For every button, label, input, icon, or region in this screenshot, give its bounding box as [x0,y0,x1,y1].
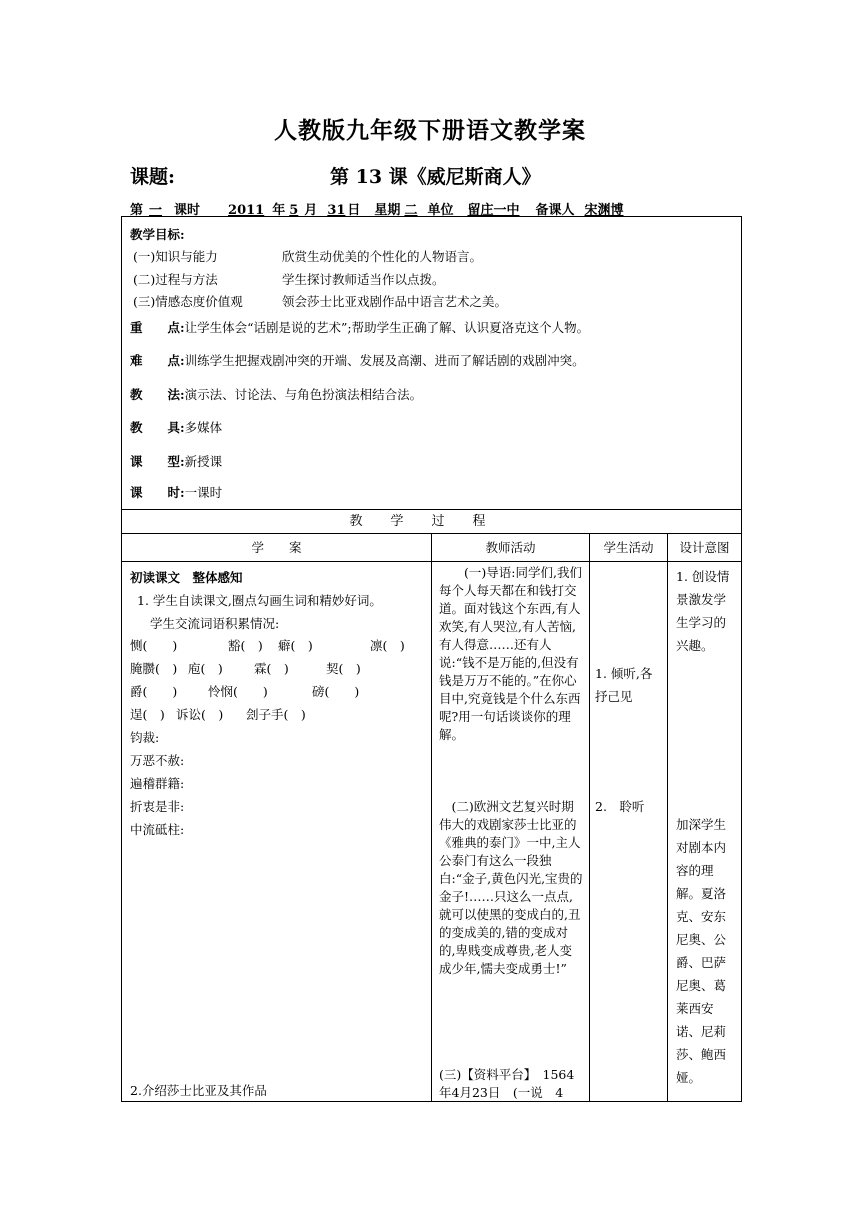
term-item: 遍稽群籍: [130,776,185,791]
subject-label: 课题: [130,166,176,188]
tools-label: 教 具: [130,420,185,435]
vocab-item: 腌臜( ) [130,661,178,676]
objective-text-2: 学生探讨教师适当作以点拨。 [282,272,445,287]
design-intent-1: 1. 创设情景激发学生学习的兴趣。 [676,569,730,653]
info-di: 第 [130,203,144,218]
term-item: 折衷是非: [130,799,185,814]
plan-section-title: 初读课文 整体感知 [130,570,243,585]
info-school: 留庄一中 [467,203,520,218]
vocab-item: 庖( ) [188,661,223,676]
info-day: 31 [327,203,346,218]
period-count-label: 课 时: [130,485,185,500]
objective-text-3: 领会莎士比亚戏剧作品中语言艺术之美。 [282,294,508,309]
vocab-item: 刽子手( ) [246,707,306,722]
header-row-divider [121,561,742,562]
plan-step-1b: 学生交流词语积累情况: [150,616,280,631]
objective-label-3: (三)情感态度价值观 [133,294,243,309]
method-label: 教 法: [130,387,185,402]
vocab-item: 豁( ) [228,638,263,653]
vocab-item: 恻( ) [130,638,178,653]
column-header-design: 设计意图 [679,540,730,555]
student-activity-1: 1. 倾听,各抒己见 [595,666,653,704]
teacher-activity-3: (三)【资料平台】 1564年4月23日 (一说 4 [439,1067,575,1100]
objective-text-1: 欣赏生动优美的个性化的人物语言。 [282,249,483,264]
plan-step-2: 2.介绍莎士比亚及其作品 [130,1083,267,1098]
table-border-left [121,533,122,1102]
tools-text: 多媒体 [184,420,223,435]
column-divider-1 [431,533,432,1102]
column-header-teacher: 教师活动 [485,540,536,555]
key-point-row [130,318,589,336]
info-nian: 年 [272,203,286,218]
vocab-item: 磅( ) [312,684,360,699]
key-point-label: 重 点: [130,320,185,335]
lesson-type-row [130,452,222,470]
column-header-student: 学生活动 [603,540,654,555]
difficulty-row [130,351,585,369]
info-danwei: 单位 [427,203,454,218]
teacher-activity-1: (一)导语:同学们,我们每个人每天都在和钱打交道。面对钱这个东西,有人欢笑,有人哭泣,有人苦恼,有人得意……还有人说:“钱不是万能的,但没有钱是万万不能的。”在你心目中,究竟钱是个什么东西呢?用一句话谈谈你的理解。 [439,565,582,742]
method-row [130,385,422,403]
vocab-item: 癖( ) [278,638,313,653]
info-keshi: 课时 [174,203,201,218]
objective-label-2: (二)过程与方法 [133,272,218,287]
table-border-bottom [121,1101,742,1102]
info-ri: 日 [347,203,361,218]
lesson-type-label: 课 型: [130,454,185,469]
method-text: 演示法、讨论法、与角色扮演法相结合法。 [184,387,423,402]
vocab-item: 契( ) [326,661,361,676]
info-xingqi: 星期 [374,203,401,218]
difficulty-text: 训练学生把握戏剧冲突的开端、发展及高潮、进而了解话剧的戏剧冲突。 [184,353,585,368]
info-weekday: 二 [404,203,418,218]
process-heading: 教学过程 [121,509,742,534]
column-divider-2 [589,533,590,1102]
info-teacher: 宋渊博 [584,203,624,218]
objective-label-1: (一)知识与能力 [133,249,218,264]
teacher-activity-2: (二)欧洲文艺复兴时期伟大的戏剧家莎士比亚的《雅典的泰门》一中,主人公泰门有这么一段独白:“金子,黄色闪光,宝贵的金子!……只这么一点点,就可以使黑的变成白的,丑的变成美的,错的变成对的,卑贱变成尊贵,老人变成少年,懦夫变成勇士!” [439,799,583,976]
period-count-text: 一课时 [184,485,223,500]
vocab-item: 逞( ) [130,707,165,722]
info-yue: 月 [304,203,318,218]
vocab-item: 爵( ) [130,684,178,699]
subject-value: 第 13 课《威尼斯商人》 [330,166,541,188]
key-point-text: 让学生体会“话剧是说的艺术”;帮助学生正确了解、认识夏洛克这个人物。 [184,320,590,335]
vocab-item: 凛( ) [370,638,405,653]
period-count-row [130,483,222,501]
tools-row [130,418,222,436]
vocab-item: 诉讼( ) [176,707,224,722]
objectives-heading: 教学目标: [130,227,185,242]
table-border-right [741,533,742,1102]
column-header-plan: 学 案 [251,540,302,555]
term-item: 中流砥柱: [130,822,185,837]
difficulty-label: 难 点: [130,353,185,368]
lesson-type-text: 新授课 [184,454,223,469]
student-activity-2: 2. 聆听 [595,799,645,814]
document-title: 人教版九年级下册语文教学案 [274,117,586,144]
design-intent-2: 加深学生对剧本内容的理解。夏洛克、安东尼奥、公爵、巴萨尼奥、葛莱西安诺、尼莉莎、鲍西娅。 [676,817,727,1085]
info-period: 一 [149,203,163,218]
plan-step-1: 1. 学生自读课文,圈点勾画生词和精妙好词。 [137,593,382,608]
term-item: 钧裁: [130,730,160,745]
vocab-item: 霖( ) [254,661,289,676]
term-item: 万恶不赦: [130,753,185,768]
info-month: 5 [289,203,299,218]
info-year: 2011 [228,203,265,218]
vocab-item: 怜悯( ) [208,684,268,699]
column-divider-3 [667,533,668,1102]
info-beikeren: 备课人 [535,203,575,218]
